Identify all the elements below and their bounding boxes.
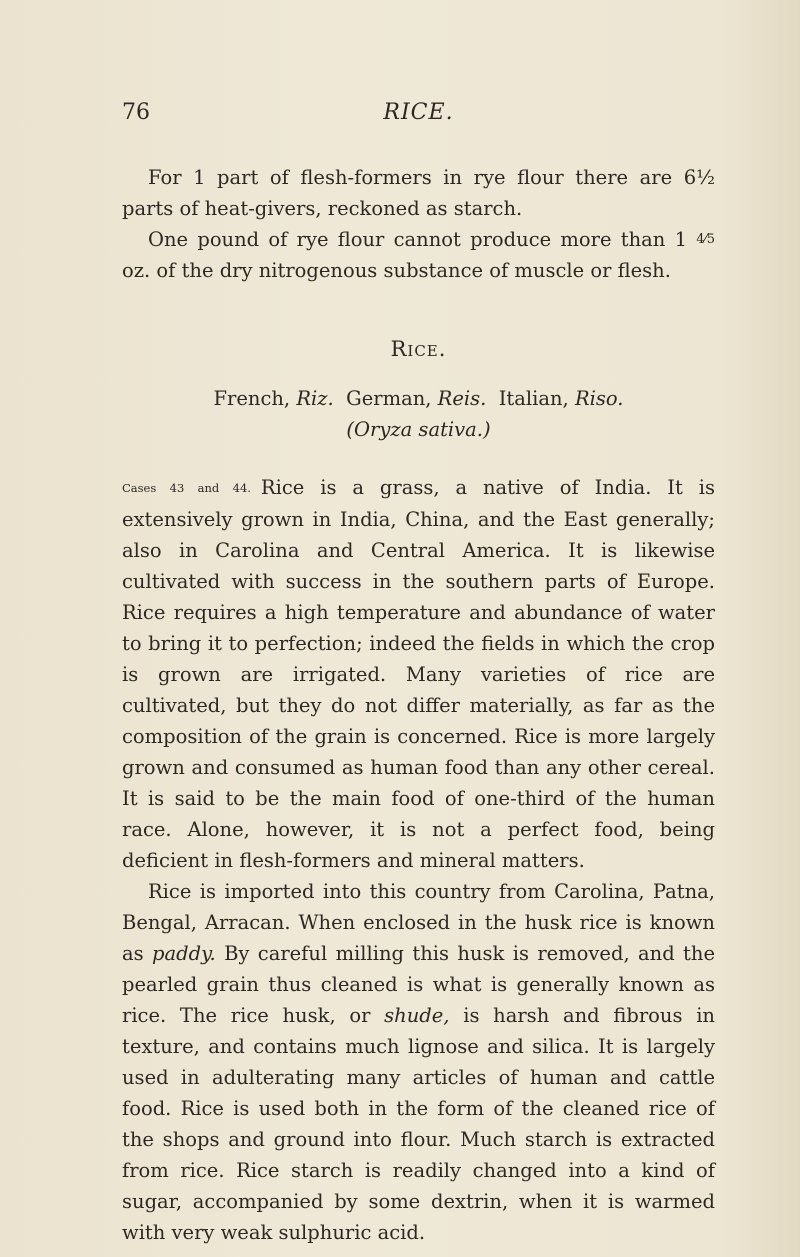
french-name: Riz. — [296, 387, 334, 410]
intro-paragraph-1: For 1 part of flesh-formers in rye flour there are 6½ parts of heat-givers, reckoned as starch. — [122, 166, 715, 220]
intro-paragraph-2 — [122, 224, 715, 286]
body-paragraph-2-part-c: is harsh and fibrous in texture, and contains much lignose and silica. It is largely used in adulterating many articles of human and cattle food. Rice is used both in the form of the cleaned rice of the shops and ground into flour. Much starch is extracted from rice. Rice starch is readily changed into a kind of sugar, accompanied by some dextrin, when it is warmed with very weak sulphuric acid. — [122, 1004, 715, 1244]
fraction: 4⁄5 — [696, 232, 715, 247]
body-paragraph-2-part-b: By careful milling this husk is removed, and the pearled grain thus cleaned is what is generally known as rice. The rice husk, or — [122, 942, 715, 1027]
italian-label: Italian, — [498, 387, 575, 410]
intro-text — [122, 162, 715, 286]
body-paragraph-1-text: Rice is a grass, a native of India. It is extensively grown in India, China, and the East generally; also in Carolina and Central America. It is likewise cultivated with success in the southern parts of Europe. Rice requires a high temperature and abundance of water to bring it to perfection; indeed the fields in which the crop is grown are irrigated. Many varieties of rice are cultivated, but they do not differ materially, as far as the composition of the grain is concerned. Rice is more largely grown and consumed as human food than any other cereal. It is said to be the main food of one-third of the human race. Alone, however, it is not a perfect food, being deficient in flesh-formers and mineral matters. — [122, 476, 715, 872]
page-header — [122, 100, 715, 140]
italian-name: Riso. — [574, 387, 624, 410]
term-shude: shude, — [384, 1004, 450, 1027]
rice-names — [122, 383, 715, 445]
intro-paragraph-2-end: oz. of the dry nitrogenous substance of muscle or flesh. — [122, 259, 671, 282]
botanical-name: (Oryza sativa.) — [346, 418, 491, 441]
language-names — [122, 383, 715, 414]
intro-paragraph-2-start: One pound of rye flour cannot produce more than 1 — [148, 228, 688, 251]
margin-note: Cases 43 and 44. — [122, 481, 251, 495]
french-label: French, — [213, 387, 297, 410]
body-paragraph-2-part-a: Rice is imported into this country from Carolina, Patna, Bengal, Arracan. When enclosed in the husk rice is known as — [122, 880, 715, 965]
german-label: German, — [346, 387, 438, 410]
page-number: 76 — [122, 100, 150, 125]
term-paddy: paddy. — [152, 942, 216, 965]
body-text — [122, 472, 715, 1248]
section-heading: Rice. — [390, 337, 447, 361]
body-paragraph-2 — [122, 876, 715, 1248]
body-paragraph-1 — [122, 472, 715, 876]
german-name: Reis. — [437, 387, 487, 410]
running-title: RICE. — [383, 100, 454, 125]
